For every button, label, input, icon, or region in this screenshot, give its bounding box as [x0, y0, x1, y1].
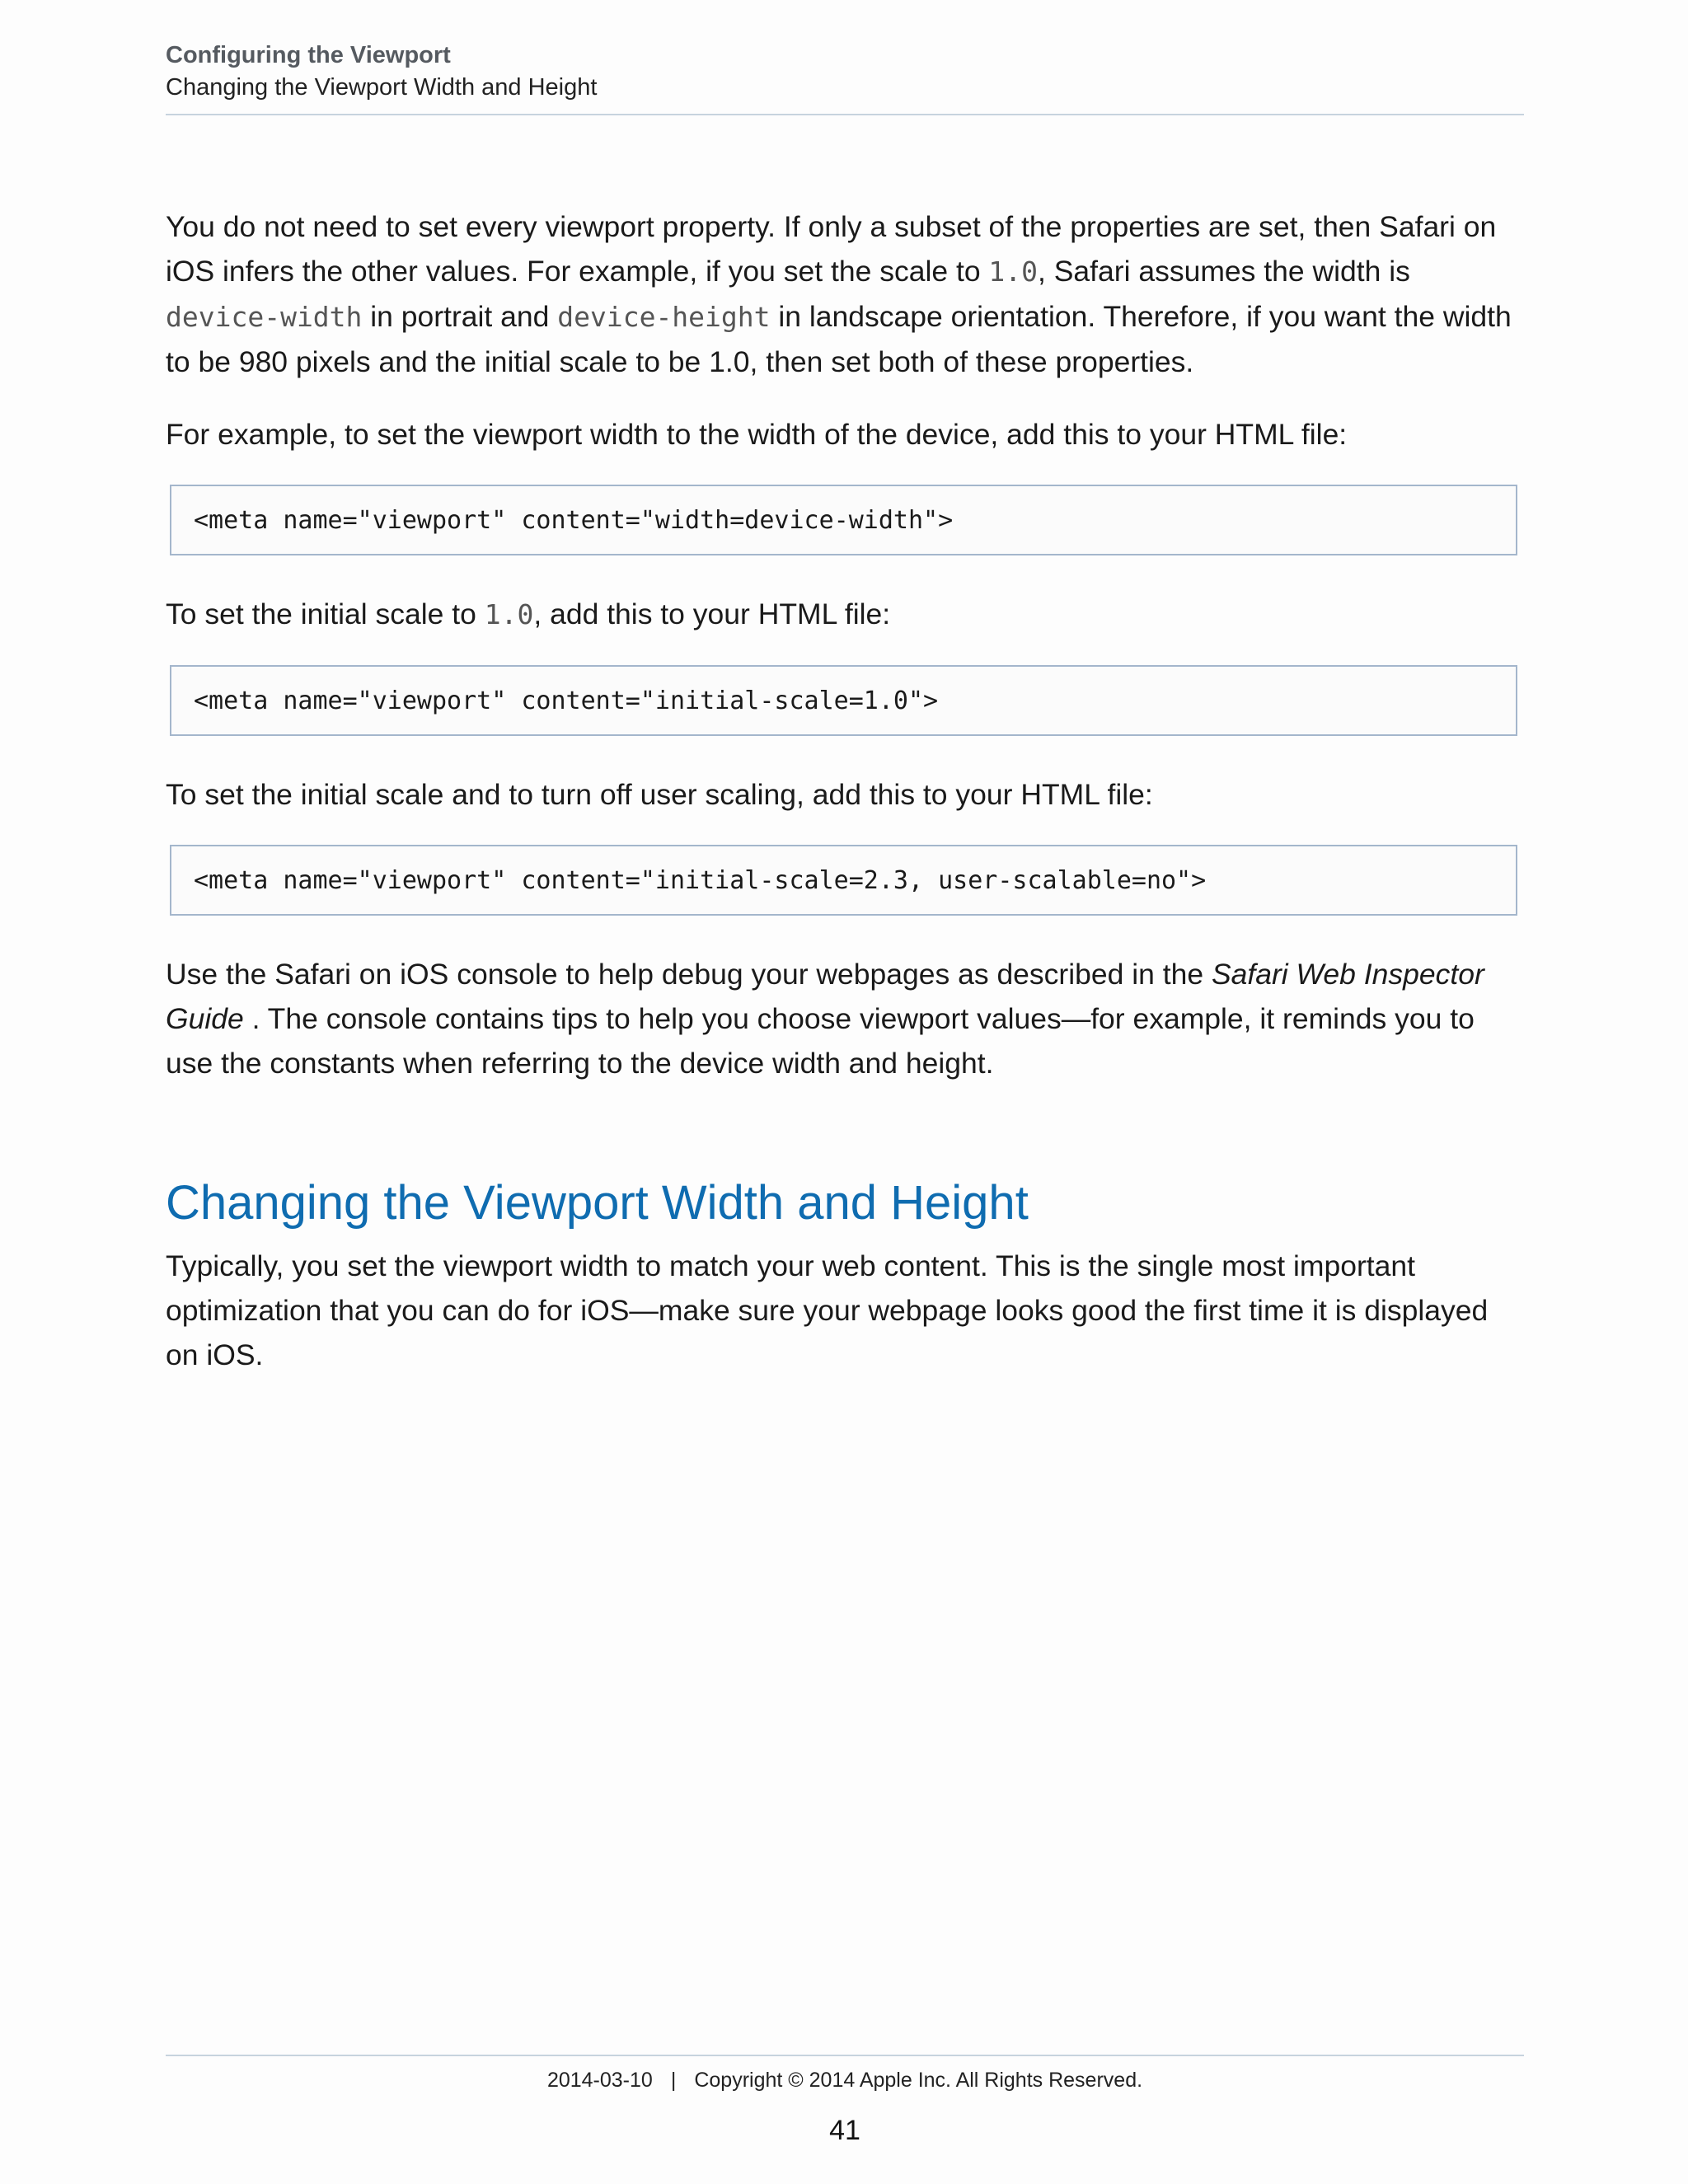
code-block-initial-scale — [170, 665, 1517, 736]
running-header — [166, 40, 1524, 104]
text-fragment: Use the Safari on iOS console to help debug your webpages as described in the — [166, 958, 1212, 991]
inline-code-device-width: device-width — [166, 301, 363, 333]
link-safari-web-inspector-guide[interactable]: Safari Web Inspector Guide — [166, 958, 1484, 1035]
footer-separator: | — [670, 2069, 677, 2092]
paragraph-viewport-width: Typically, you set the viewport width to match your web content. This is the single most important optimization that you can do for iOS—make sure your webpage looks good the first time it is displayed on iOS. — [166, 1249, 1489, 1371]
section-heading: Changing the Viewport Width and Height — [166, 1176, 1029, 1230]
paragraph-example-width: For example, to set the viewport width to the width of the device, add this to your HTML file: — [166, 418, 1348, 451]
footer-date: 2014-03-10 — [546, 2069, 653, 2092]
text-fragment: You do not need to set every viewport property. If only a subset of the properties are set, then Safari on iOS infers the other values. For example, if you set the scale to — [166, 210, 1497, 288]
header-divider — [166, 114, 1524, 115]
footer-copyright: Copyright © 2014 Apple Inc. All Rights Reserved. — [694, 2069, 1143, 2092]
paragraph-user-scaling: To set the initial scale and to turn off user scaling, add this to your HTML file: — [166, 778, 1153, 811]
paragraph-initial-scale — [166, 592, 1524, 637]
paragraph-viewport-properties — [166, 204, 1524, 384]
inline-code-scale: 1.0 — [988, 255, 1039, 288]
inline-code-device-height: device-height — [557, 301, 771, 333]
code-line: <meta name="viewport" content="initial-scale=2.3, user-scalable=no"> — [194, 865, 1207, 895]
footer-divider — [166, 2055, 1524, 2056]
code-line: <meta name="viewport" content="width=device-width"> — [194, 505, 954, 535]
text-fragment: in landscape orientation. Therefore, if you want the width to be 980 pixels and the initial scale to be 1.0, then set both of these properties. — [166, 300, 1512, 378]
inline-code-scale: 1.0 — [484, 598, 534, 630]
text-fragment: in portrait and — [362, 300, 558, 333]
text-fragment: To set the initial scale to — [166, 598, 485, 630]
page-number: 41 — [829, 2115, 860, 2146]
code-line: <meta name="viewport" content="initial-scale=1.0"> — [194, 686, 939, 715]
header-section-title: Changing the Viewport Width and Height — [166, 74, 598, 101]
paragraph-console — [166, 952, 1524, 1085]
page-footer — [166, 2064, 1524, 2097]
code-block-device-width — [170, 485, 1517, 555]
page-content — [166, 204, 1524, 1405]
text-fragment: . The console contains tips to help you choose viewport values—for example, it reminds you to use the constants when referring to the device width and height. — [166, 1002, 1475, 1080]
text-fragment: , add this to your HTML file: — [533, 598, 891, 630]
text-fragment: , Safari assumes the width is — [1038, 255, 1410, 288]
code-block-user-scalable — [170, 845, 1517, 916]
header-chapter-title: Configuring the Viewport — [166, 42, 451, 68]
